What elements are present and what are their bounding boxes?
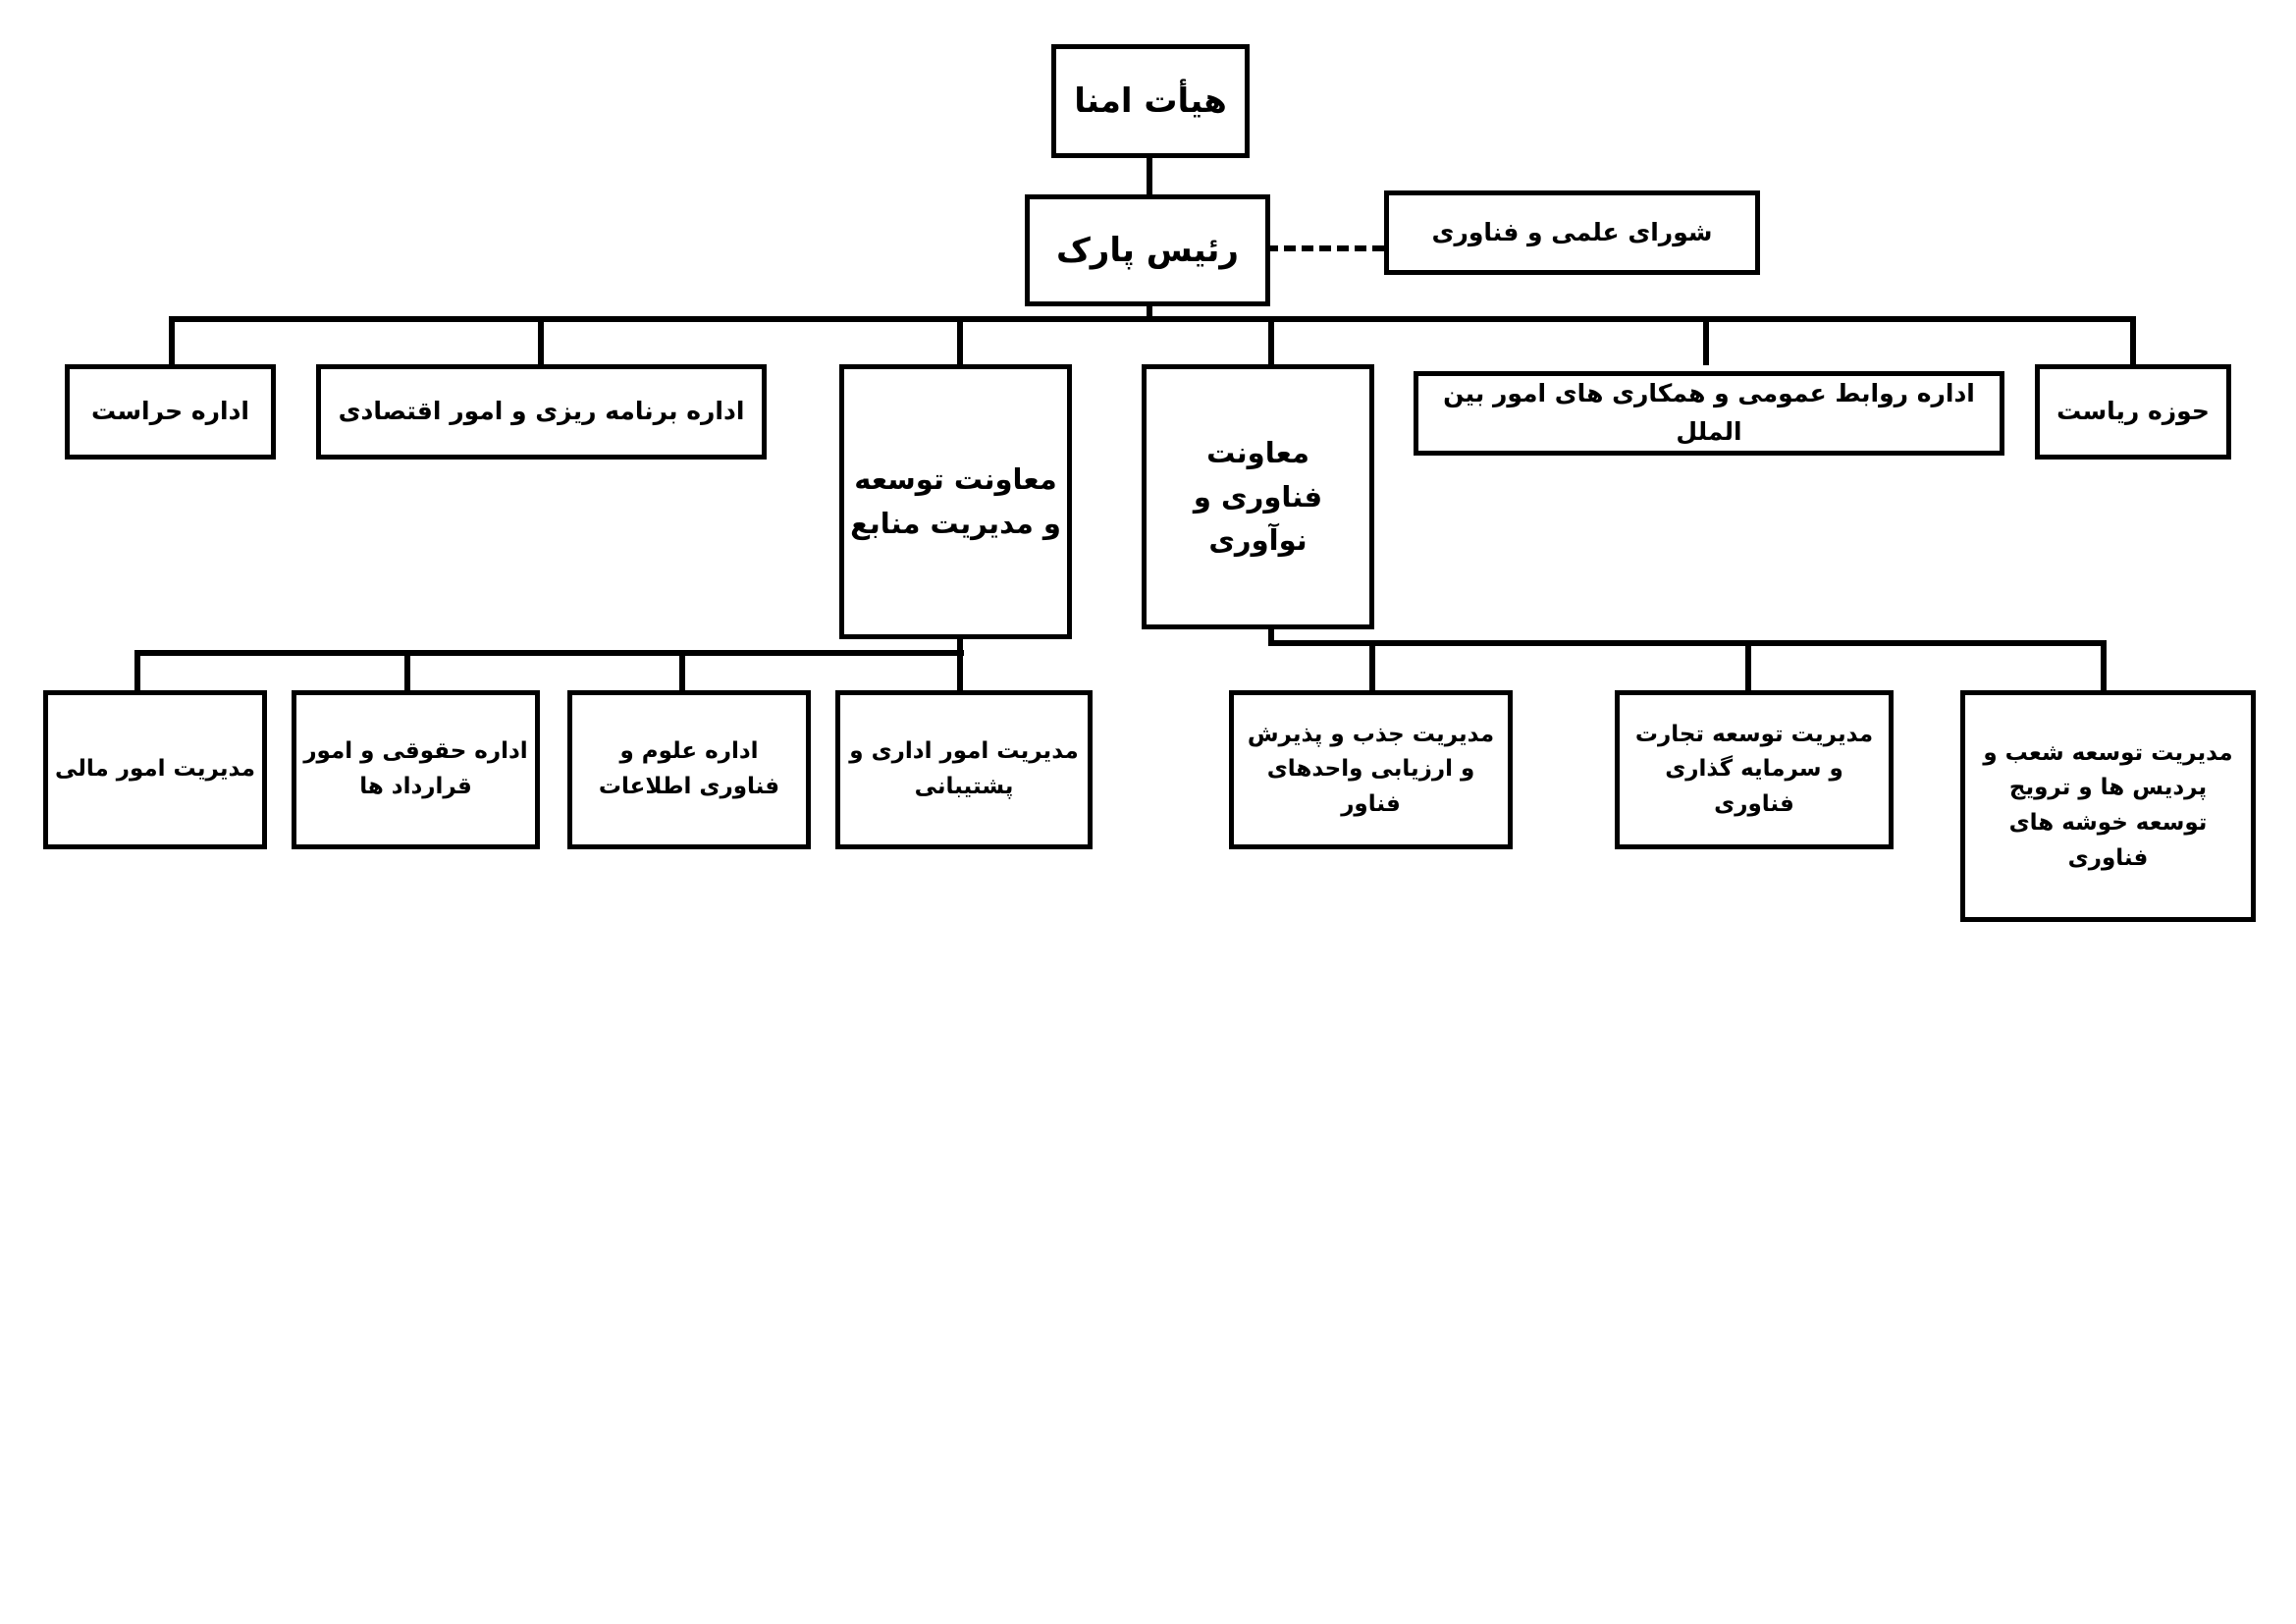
drop-trade-dev bbox=[1745, 640, 1751, 691]
node-presidency-office[interactable] bbox=[2035, 364, 2231, 460]
node-president[interactable] bbox=[1025, 194, 1270, 306]
node-deputy-tech-label: معاونت فناوری و نوآوری bbox=[1193, 435, 1323, 558]
node-deputy-tech[interactable] bbox=[1142, 364, 1374, 629]
node-admission[interactable] bbox=[1229, 690, 1513, 849]
node-planning[interactable] bbox=[316, 364, 767, 460]
node-legal-label: اداره حقوقی و امور قرارداد ها bbox=[303, 738, 528, 799]
drop-admin-support bbox=[957, 650, 963, 691]
node-president-label: رئیس پارک bbox=[1055, 230, 1240, 270]
node-it[interactable] bbox=[567, 690, 811, 849]
drop-branches bbox=[2101, 640, 2107, 691]
node-protection-label: اداره حراست bbox=[90, 397, 249, 426]
node-presidency-office-label: حوزه ریاست bbox=[2056, 397, 2210, 426]
node-legal[interactable] bbox=[292, 690, 540, 849]
node-it-label: اداره علوم و فناوری اطلاعات bbox=[598, 738, 780, 799]
node-public-relations-label: اداره روابط عمومی و همکاری های امور بین الملل bbox=[1443, 379, 1975, 446]
node-planning-label: اداره برنامه ریزی و امور اقتصادی bbox=[338, 397, 745, 426]
node-protection[interactable] bbox=[65, 364, 276, 460]
drop-admission bbox=[1369, 640, 1375, 691]
bus-level-1 bbox=[172, 316, 2136, 322]
drop-planning bbox=[538, 316, 544, 365]
edge-president-council bbox=[1266, 245, 1384, 251]
node-public-relations[interactable] bbox=[1414, 371, 2004, 456]
drop-legal bbox=[404, 650, 410, 691]
drop-protection bbox=[169, 316, 175, 365]
node-deputy-resources-label: معاونت توسعه و مدیریت منابع bbox=[850, 462, 1061, 540]
node-admin-support-label: مدیریت امور اداری و پشتیبانی bbox=[849, 738, 1079, 799]
node-finance-label: مدیریت امور مالی bbox=[54, 756, 256, 783]
node-board[interactable] bbox=[1051, 44, 1250, 158]
drop-it bbox=[679, 650, 685, 691]
drop-deputy-tech bbox=[1268, 316, 1274, 365]
drop-presidency-office bbox=[2130, 316, 2136, 365]
node-council[interactable] bbox=[1384, 190, 1760, 275]
node-branches[interactable] bbox=[1960, 690, 2256, 922]
bus-deputy-tech bbox=[1268, 640, 2107, 646]
node-deputy-resources[interactable] bbox=[839, 364, 1072, 639]
bus-deputy-resources bbox=[134, 650, 964, 656]
node-finance[interactable] bbox=[43, 690, 267, 849]
node-board-label: هیأت امنا bbox=[1074, 81, 1227, 121]
node-trade-dev-label: مدیریت توسعه تجارت و سرمایه گذاری فناوری bbox=[1634, 721, 1874, 817]
node-branches-label: مدیریت توسعه شعب و پردیس ها و ترویج توسعه خوشه های فناوری bbox=[1983, 739, 2233, 871]
edge-board-president bbox=[1147, 157, 1152, 199]
drop-public-relations bbox=[1703, 316, 1709, 365]
drop-finance bbox=[134, 650, 140, 691]
drop-deputy-resources bbox=[957, 316, 963, 365]
node-admin-support[interactable] bbox=[835, 690, 1093, 849]
node-trade-dev[interactable] bbox=[1615, 690, 1894, 849]
node-council-label: شورای علمی و فناوری bbox=[1431, 217, 1713, 246]
node-admission-label: مدیریت جذب و پذیرش و ارزیابی واحدهای فناور bbox=[1247, 721, 1495, 817]
